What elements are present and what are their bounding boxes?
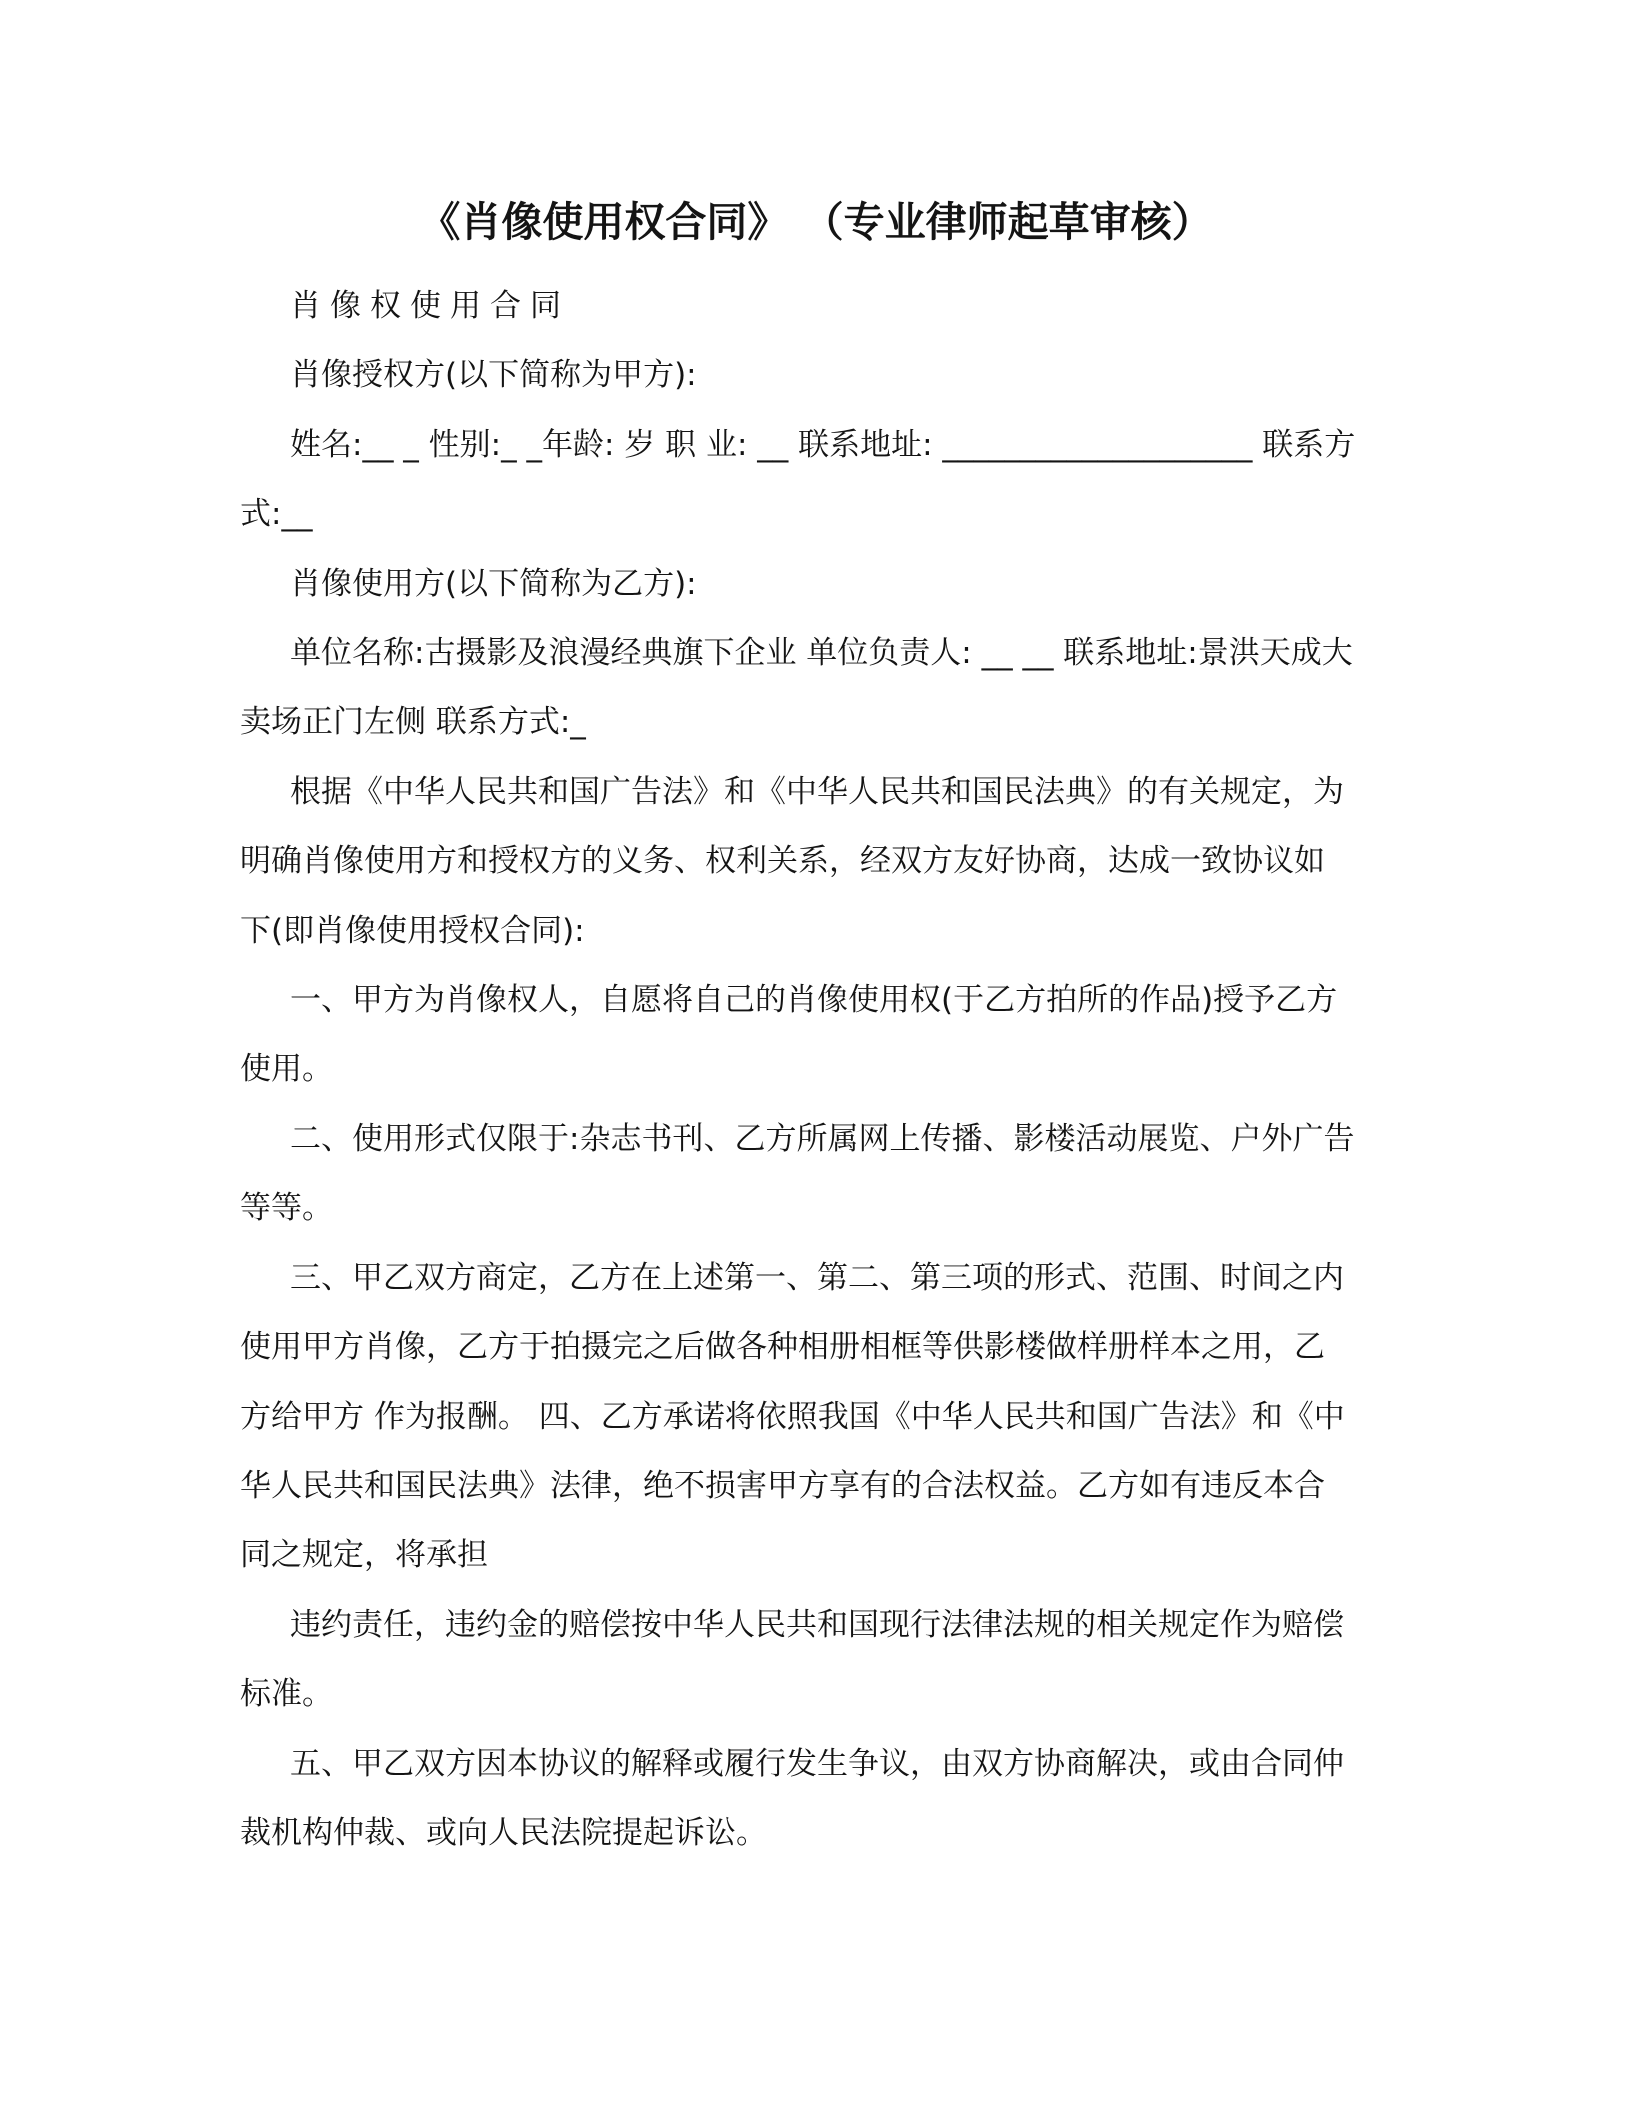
text-line: 下(即肖像使用授权合同): — [240, 912, 585, 949]
text-line: 根据《中华人民共和国广告法》和《中华人民共和国民法典》的有关规定，为 — [290, 773, 1344, 810]
text-line: 三、甲乙双方商定，乙方在上述第一、第二、第三项的形式、范围、时间之内 — [290, 1259, 1344, 1296]
document-body — [240, 272, 1390, 1868]
section-heading — [240, 272, 1390, 341]
text-line: 同之规定，将承担 — [240, 1537, 488, 1574]
text-line: 单位名称:古摄影及浪漫经典旗下企业 单位负责人: __ __ 联系地址:景洪天成大 — [290, 635, 1353, 672]
text-line: 明确肖像使用方和授权方的义务、权利关系，经双方友好协商，达成一致协议如 — [240, 843, 1325, 880]
text-line: 违约责任，违约金的赔偿按中华人民共和国现行法律法规的相关规定作为赔偿 — [290, 1606, 1344, 1643]
clause-2 — [240, 1105, 1390, 1244]
text-line: 一、甲方为肖像权人，自愿将自己的肖像使用权(于乙方拍所的作品)授予乙方 — [290, 982, 1338, 1019]
clause-3-4 — [240, 1244, 1390, 1591]
text-line: 五、甲乙双方因本协议的解释或履行发生争议，由双方协商解决，或由合同仲 — [290, 1745, 1344, 1782]
text-line: 使用。 — [240, 1051, 333, 1088]
party-b-heading — [240, 550, 1390, 619]
liability-paragraph — [240, 1591, 1390, 1730]
document-title: 《肖像使用权合同》 （专业律师起草审核） — [419, 198, 1213, 246]
text-line: 裁机构仲裁、或向人民法院提起诉讼。 — [240, 1814, 767, 1851]
text-line: 方给甲方 作为报酬。 四、乙方承诺将依照我国《中华人民共和国广告法》和《中 — [240, 1398, 1345, 1435]
text-line: 姓名:__ _ 性别:_ _年龄: 岁 职 业: __ 联系地址: ____________________ 联系方 — [290, 426, 1356, 463]
text-line: 二、使用形式仅限于:杂志书刊、乙方所属网上传播、影楼活动展览、户外广告 — [290, 1120, 1355, 1157]
text-line: 标准。 — [240, 1676, 333, 1713]
text-line: 华人民共和国民法典》法律，绝不损害甲方享有的合法权益。乙方如有违反本合 — [240, 1467, 1325, 1504]
text-line: 卖场正门左侧 联系方式:_ — [240, 704, 586, 741]
party-b-details — [240, 619, 1390, 758]
text-line: 肖像使用方(以下简称为乙方): — [290, 565, 697, 602]
party-a-details — [240, 411, 1390, 550]
clause-1 — [240, 966, 1390, 1105]
text-line: 等等。 — [240, 1190, 333, 1227]
text-line: 肖像授权方(以下简称为甲方): — [290, 357, 697, 394]
text-line: 使用甲方肖像，乙方于拍摄完之后做各种相册相框等供影楼做样册样本之用，乙 — [240, 1329, 1325, 1366]
preamble-paragraph — [240, 758, 1390, 966]
text-line: 肖像权使用合同 — [290, 288, 570, 324]
party-a-heading — [240, 341, 1390, 410]
clause-5 — [240, 1730, 1390, 1869]
text-line: 式:__ — [240, 496, 313, 533]
